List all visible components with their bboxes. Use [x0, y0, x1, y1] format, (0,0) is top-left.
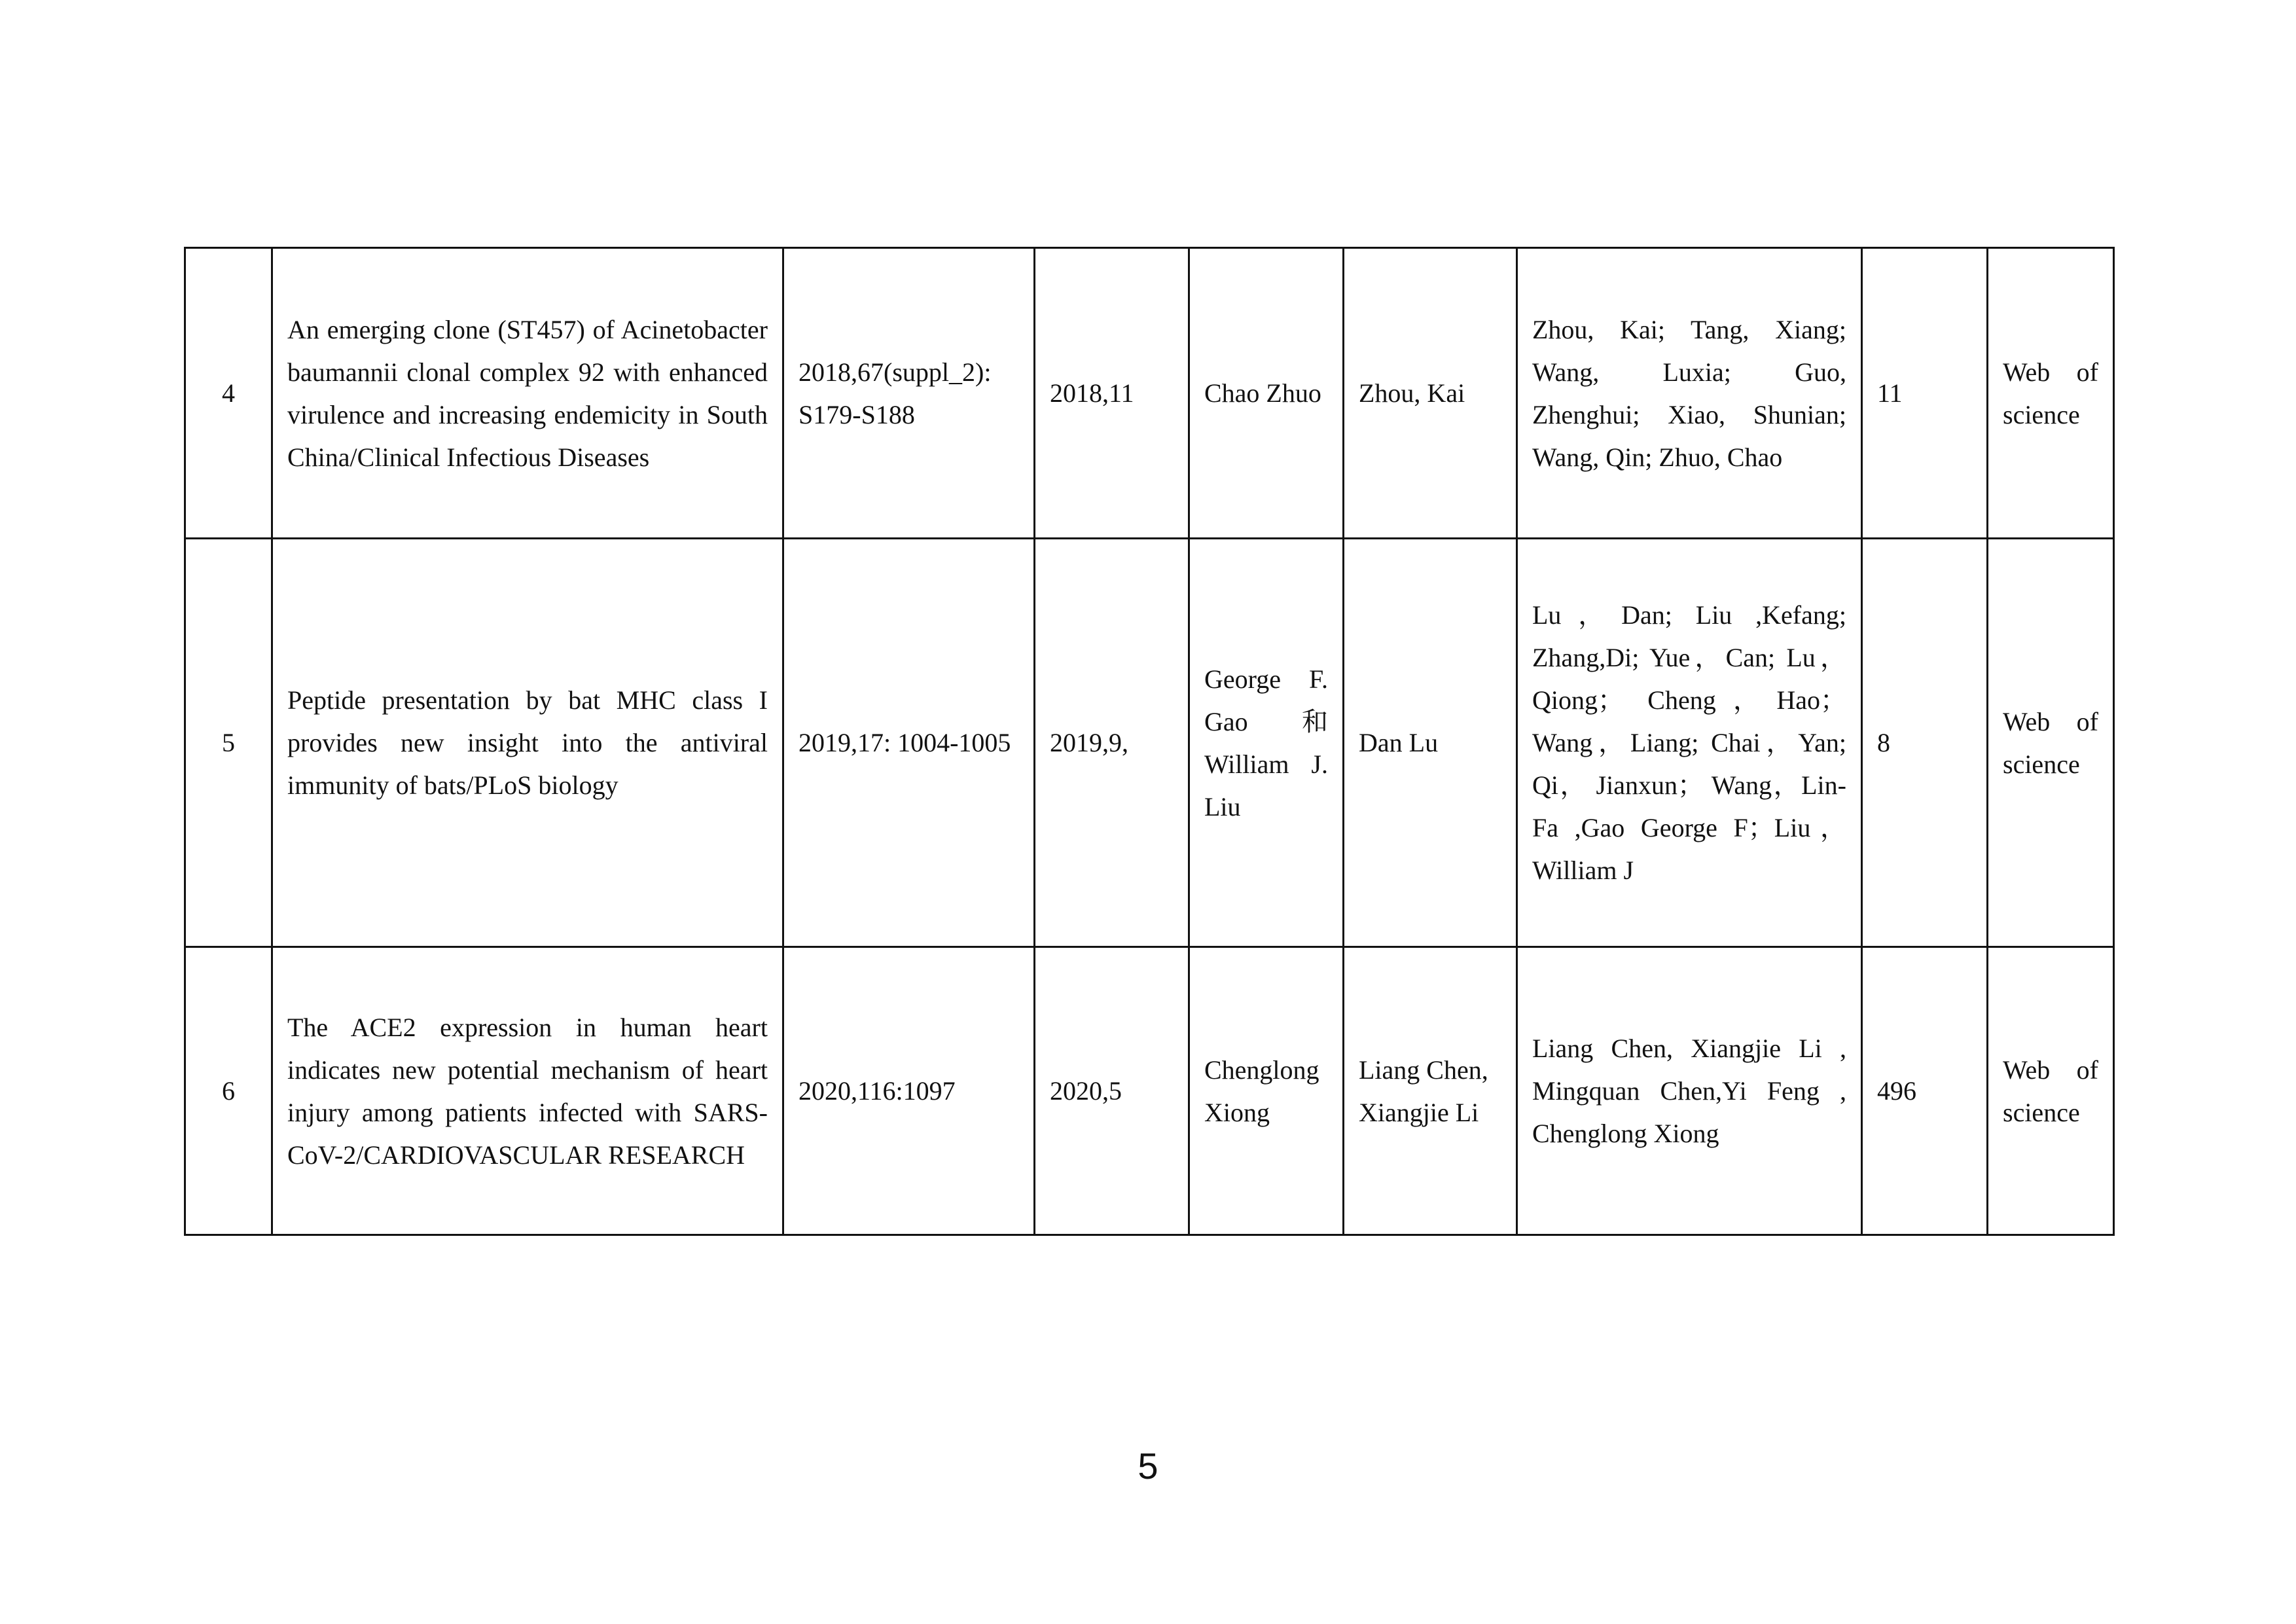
citation-count-cell: 8: [1862, 539, 1988, 947]
citation-cell: 2020,116:1097: [783, 947, 1035, 1235]
corresponding-author-cell: George F. Gao 和 William J. Liu: [1189, 539, 1344, 947]
paper-title-cell: Peptide presentation by bat MHC class I provides new insight into the antiviral immunity of bats/PLoS biology: [272, 539, 783, 947]
table-row: [185, 539, 2114, 947]
citation-count-cell: 496: [1862, 947, 1988, 1235]
table-row: [185, 248, 2114, 539]
row-number-cell: 4: [185, 248, 272, 539]
database-cell: Web of science: [1988, 248, 2114, 539]
first-author-cell: Zhou, Kai: [1344, 248, 1517, 539]
author-list-cell: Liang Chen, Xiangjie Li , Mingquan Chen,Yi Feng , Chenglong Xiong: [1517, 947, 1862, 1235]
citation-count-cell: 11: [1862, 248, 1988, 539]
publication-date-cell: 2020,5: [1035, 947, 1189, 1235]
first-author-cell: Dan Lu: [1344, 539, 1517, 947]
corresponding-author-cell: Chenglong Xiong: [1189, 947, 1344, 1235]
page-number: 5: [1138, 1445, 1158, 1487]
table-row: [185, 947, 2114, 1235]
author-list-cell: Lu，Dan; Liu ,Kefang; Zhang,Di; Yue，Can; Lu，Qiong； Cheng，Hao；Wang，Liang; Chai，Yan; Qi， Jianxun； Wang，Lin-Fa ,Gao George F；Liu，William J: [1517, 539, 1862, 947]
database-cell: Web of science: [1988, 947, 2114, 1235]
publication-date-cell: 2019,9,: [1035, 539, 1189, 947]
database-cell: Web of science: [1988, 539, 2114, 947]
first-author-cell: Liang Chen, Xiangjie Li: [1344, 947, 1517, 1235]
author-list-cell: Zhou, Kai; Tang, Xiang; Wang, Luxia; Guo, Zhenghui; Xiao, Shunian; Wang, Qin; Zhuo, Chao: [1517, 248, 1862, 539]
paper-title-cell: An emerging clone (ST457) of Acinetobacter baumannii clonal complex 92 with enhanced virulence and increasing endemicity in South China/Clinical Infectious Diseases: [272, 248, 783, 539]
row-number-cell: 6: [185, 947, 272, 1235]
paper-title-cell: The ACE2 expression in human heart indicates new potential mechanism of heart injury among patients infected with SARS-CoV-2/CARDIOVASCULAR RESEARCH: [272, 947, 783, 1235]
publication-date-cell: 2018,11: [1035, 248, 1189, 539]
publications-table: [184, 247, 2115, 1236]
row-number-cell: 5: [185, 539, 272, 947]
citation-cell: 2018,67(suppl_2): S179-S188: [783, 248, 1035, 539]
corresponding-author-cell: Chao Zhuo: [1189, 248, 1344, 539]
citation-cell: 2019,17: 1004-1005: [783, 539, 1035, 947]
